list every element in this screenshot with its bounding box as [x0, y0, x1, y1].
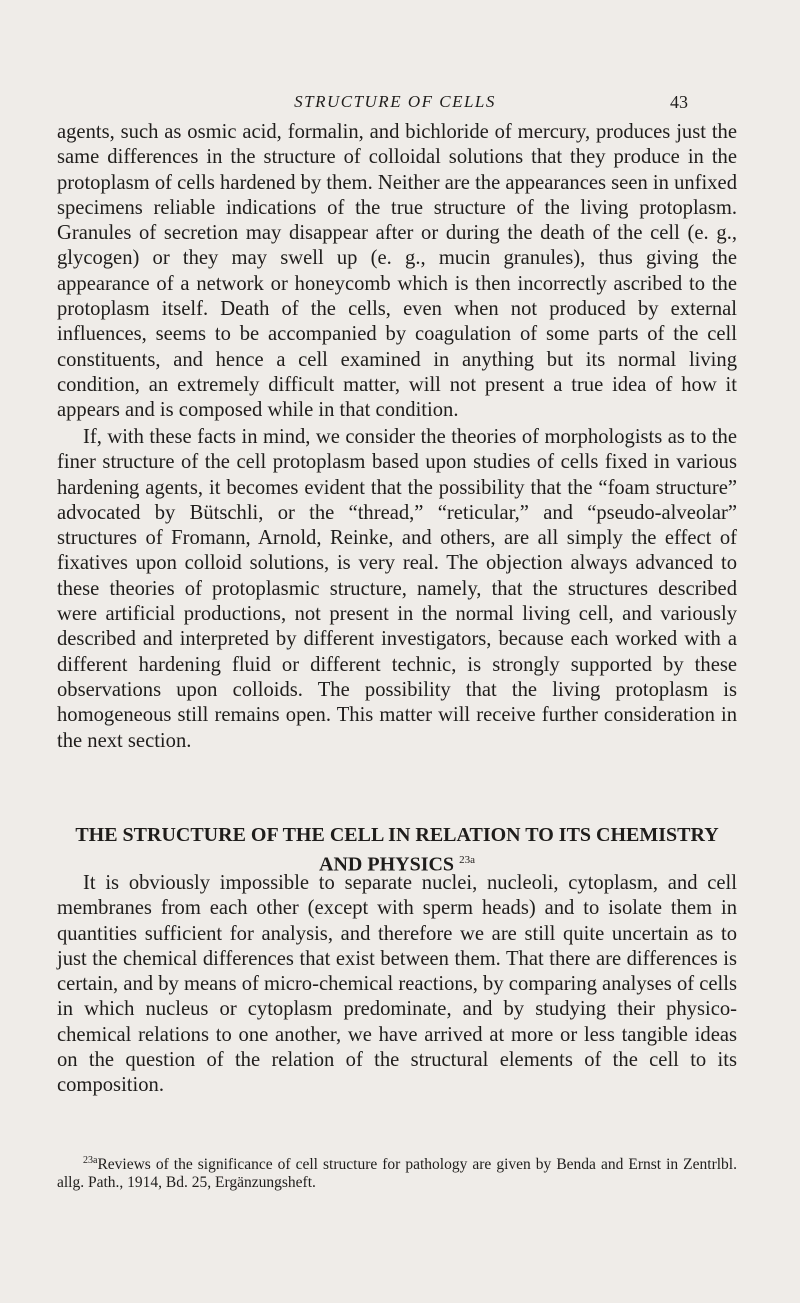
- page-number: 43: [670, 92, 688, 112]
- footnote-text: Reviews of the significance of cell structure for pathology are given by Benda and Ernst in Zentrlbl. allg. Path., 1914, Bd. 25, Ergänzungsheft.: [57, 1156, 737, 1192]
- running-title: STRUCTURE OF CELLS: [294, 92, 496, 111]
- footnote: [57, 1152, 737, 1192]
- paragraph-morphologists: If, with these facts in mind, we consider the theories of morphologists as to the finer structure of the cell protoplasm based upon studies of cells fixed in various hardening agents, it becomes evident that the possibility that the “foam structure” advocated by Bütschli, or the “thread,” “reticular,” and “pseudo-alveolar” structures of Fromann, Arnold, Reinke, and others, are all simply the effect of fixatives upon colloid solutions, is very real. The objection always advanced to these theories of protoplasmic structure, namely, that the structures described were artificial productions, not present in the normal living cell, and variously described and interpreted by different investigators, because each worked with a different hardening fluid or different technic, is strongly supported by these observations upon colloids. The possibility that the living protoplasm is homogeneous still remains open. This matter will receive further consideration in the next section.: [57, 426, 737, 752]
- running-head: [102, 92, 688, 116]
- section-heading: [57, 823, 737, 878]
- footnote-marker: 23a: [83, 1155, 98, 1166]
- section-heading-text: THE STRUCTURE OF THE CELL IN RELATION TO ITS CHEMISTRY AND PHYSICS: [75, 824, 719, 876]
- paragraph-chemistry: It is obviously impossible to separate nuclei, nucleoli, cytoplasm, and cell membranes from each other (except with sperm heads) and to isolate them in quantities sufficient for analysis, and therefore we are still quite uncertain as to just the chemical differences that exist between them. That there are differences is certain, and by means of micro-chemical reactions, by comparing analyses of cells in which nucleus or cytoplasm predominate, and by studying their physico-chemical relations to one another, we have arrived at more or less tangible ideas on the question of the relation of the structural elements of the cell to its composition.: [57, 872, 737, 1097]
- footnote-reference[interactable]: 23a: [459, 854, 475, 866]
- paragraph-continued: agents, such as osmic acid, formalin, and bichloride of mercury, produces just the same differences in the structure of colloidal solutions that they produce in the protoplasm of cells hardened by them. Neither are the appearances seen in unfixed specimens reliable indications of the true structure of the living protoplasm. Granules of secretion may disappear after or during the death of the cell (e. g., glycogen) or they may swell up (e. g., mucin granules), thus giving the appearance of a network or honeycomb which is then incorrectly ascribed to the protoplasm itself. Death of the cells, even when not produced by external influences, seems to be accompanied by coagulation of some parts of the cell constituents, and hence a cell examined in anything but its normal living condition, an extremely difficult matter, will not present a true idea of how it appears and is composed while in that condition.: [57, 121, 737, 422]
